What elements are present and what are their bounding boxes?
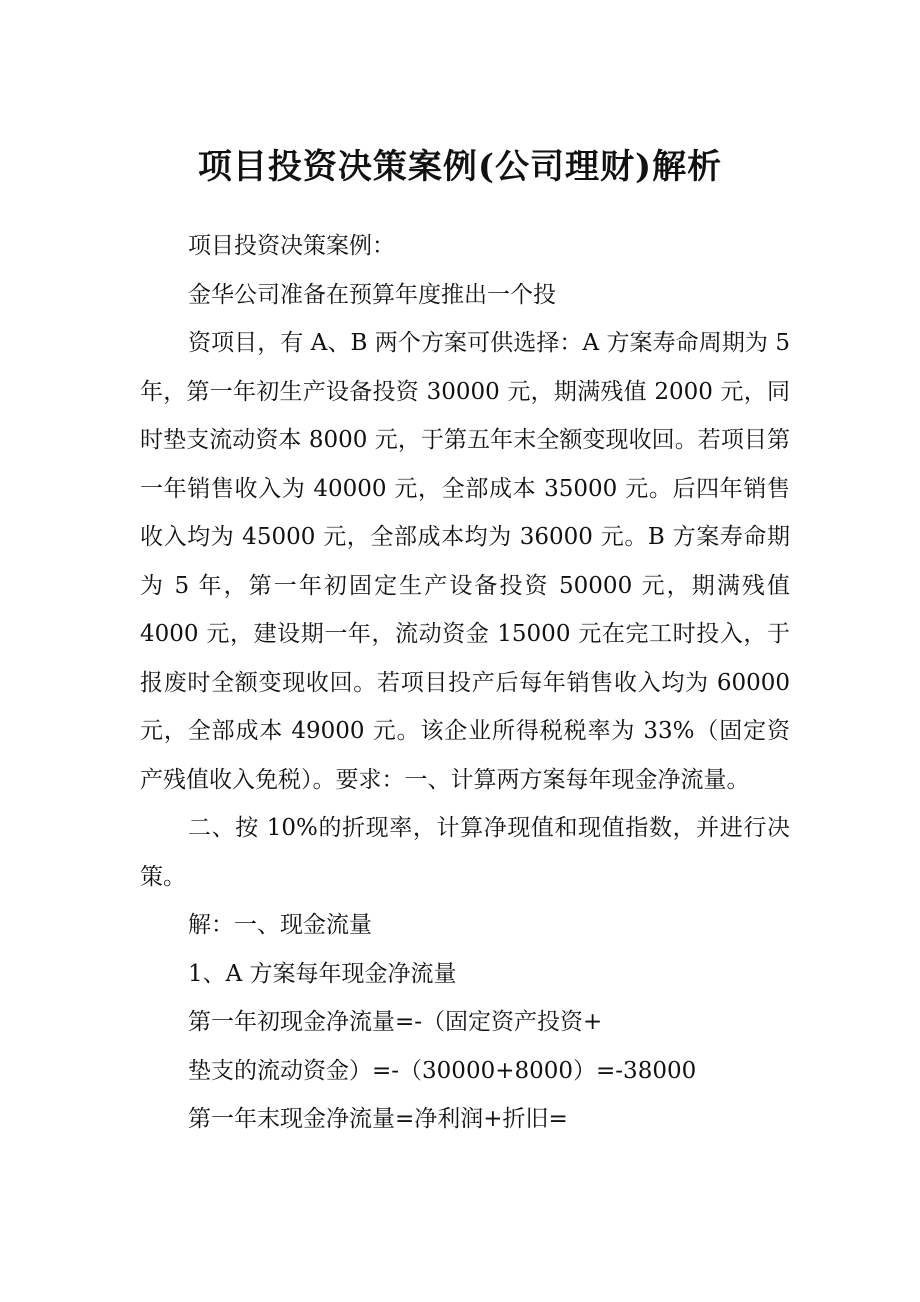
document-body <box>140 222 790 1144</box>
paragraph-solution-heading: 解：一、现金流量 <box>188 912 372 938</box>
paragraph-year1-end-formula: 第一年末现金净流量=净利润+折旧= <box>188 1106 568 1132</box>
paragraph-plan-a-heading: 1、A 方案每年现金净流量 <box>188 960 457 987</box>
paragraph-requirement-two: 二、按 10%的折现率，计算净现值和现值指数，并进行决策。 <box>140 815 790 890</box>
paragraph-case-details: 资项目，有 A、B 两个方案可供选择：A 方案寿命周期为 5 年，第一年初生产设备投资 30000 元，期满残值 2000 元，同时垫支流动资本 8000 元，于第五年末全额变现收回。若项目第一年销售收入为 40000 元，全部成本 35000 元。后四年销售收入均为 45000 元，全部成本均为 36000 元。B 方案寿命期为 5 年，第一年初固定生产设备投资 50000 元，期满残值 4000 元，建设期一年，流动资金 15000 元在完工时投入，于报废时全额变现收回。若项目投产后每年销售收入均为 60000 元，全部成本 49000 元。该企业所得税税率为 33%（固定资产残值收入免税）。要求：一、计算两方案每年现金净流量。 <box>140 330 790 793</box>
paragraph-year1-start-formula: 第一年初现金净流量=-（固定资产投资+ <box>188 1009 603 1035</box>
document-title: 项目投资决策案例(公司理财)解析 <box>197 147 723 187</box>
paragraph-company-intro: 金华公司准备在预算年度推出一个投 <box>188 281 556 308</box>
paragraph-case-heading: 项目投资决策案例： <box>188 233 395 259</box>
paragraph-working-capital-formula: 垫支的流动资金）=-（30000+8000）=-38000 <box>188 1057 697 1084</box>
